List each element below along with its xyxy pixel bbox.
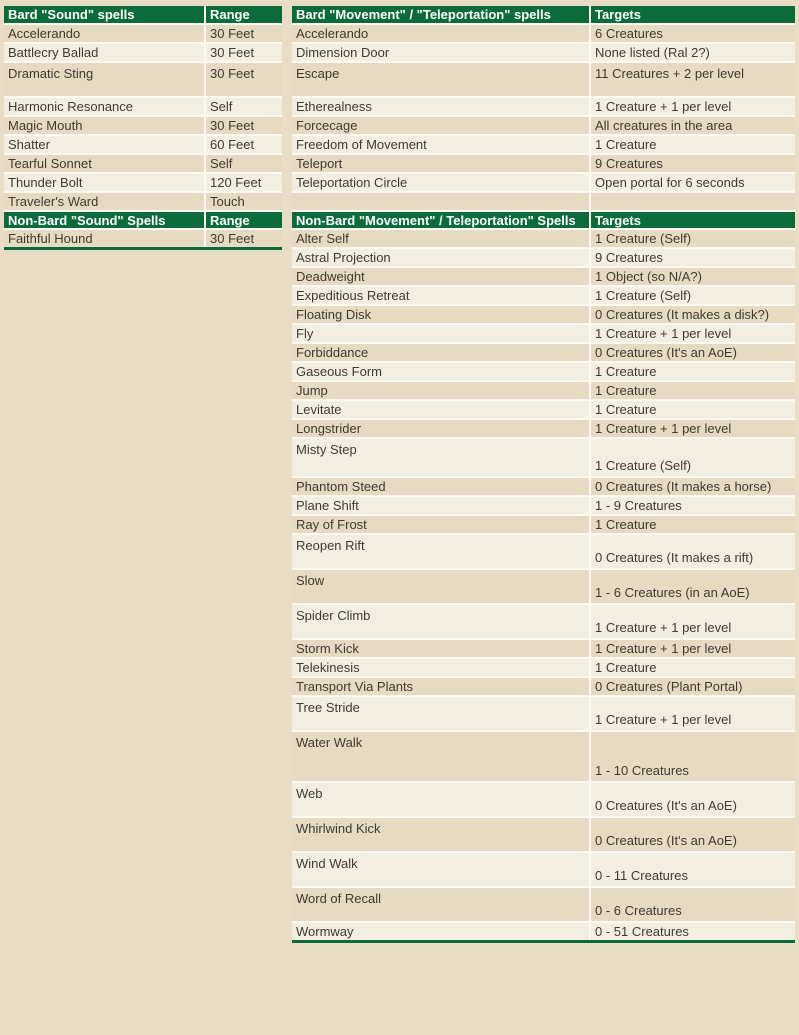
column-header-cell[interactable]: Range xyxy=(205,6,282,24)
spell-name-cell[interactable]: Expeditious Retreat xyxy=(292,286,590,305)
spell-row xyxy=(292,696,795,731)
spell-name-cell[interactable]: Shatter xyxy=(4,135,205,154)
spell-row xyxy=(292,400,795,419)
spell-name-cell[interactable]: Word of Recall xyxy=(292,887,590,922)
spell-value-cell[interactable]: 0 Creatures (It's an AoE) xyxy=(590,343,795,362)
spell-row xyxy=(292,887,795,922)
spell-row xyxy=(4,24,282,43)
spell-row xyxy=(292,286,795,305)
section-header-row xyxy=(292,211,795,229)
empty-cell[interactable] xyxy=(292,192,590,211)
spell-row xyxy=(4,154,282,173)
spell-row xyxy=(292,43,795,62)
spell-name-cell[interactable]: Thunder Bolt xyxy=(4,173,205,192)
spell-row xyxy=(4,192,282,211)
section-title-cell[interactable]: Bard "Movement" / "Teleportation" spells xyxy=(292,6,590,24)
spell-row xyxy=(292,658,795,677)
spell-value-cell[interactable]: 1 Creature xyxy=(590,381,795,400)
spell-name-cell[interactable]: Gaseous Form xyxy=(292,362,590,381)
spell-name-cell[interactable]: Storm Kick xyxy=(292,639,590,658)
spell-name-cell[interactable]: Alter Self xyxy=(292,229,590,248)
spell-name-cell[interactable]: Wormway xyxy=(292,922,590,941)
spell-row xyxy=(292,248,795,267)
spell-name-cell[interactable]: Web xyxy=(292,782,590,817)
spell-row xyxy=(292,381,795,400)
spell-row xyxy=(292,229,795,248)
spell-name-cell[interactable]: Teleport xyxy=(292,154,590,173)
spell-value-cell[interactable]: 1 - 10 Creatures xyxy=(590,731,795,782)
spell-name-cell[interactable]: Slow xyxy=(292,569,590,604)
spell-name-cell[interactable]: Ray of Frost xyxy=(292,515,590,534)
spell-name-cell[interactable]: Telekinesis xyxy=(292,658,590,677)
spell-name-cell[interactable]: Transport Via Plants xyxy=(292,677,590,696)
spell-value-cell[interactable]: 1 Creature xyxy=(590,135,795,154)
spell-row xyxy=(292,677,795,696)
section-header-row xyxy=(4,211,282,229)
spell-row xyxy=(292,135,795,154)
spell-name-cell[interactable]: Traveler's Ward xyxy=(4,192,205,211)
spell-value-cell[interactable]: 0 Creatures (It makes a rift) xyxy=(590,534,795,569)
spell-row xyxy=(292,116,795,135)
spell-name-cell[interactable]: Accelerando xyxy=(4,24,205,43)
spell-name-cell[interactable]: Levitate xyxy=(292,400,590,419)
column-header-cell[interactable]: Targets xyxy=(590,6,795,24)
spell-name-cell[interactable]: Teleportation Circle xyxy=(292,173,590,192)
spell-value-cell[interactable]: 1 Creature + 1 per level xyxy=(590,696,795,731)
spell-name-cell[interactable]: Dramatic Sting xyxy=(4,62,205,97)
spell-value-cell[interactable]: Self xyxy=(205,154,282,173)
spell-name-cell[interactable]: Forcecage xyxy=(292,116,590,135)
spell-value-cell[interactable]: 0 Creatures (It makes a disk?) xyxy=(590,305,795,324)
spell-value-cell[interactable]: Self xyxy=(205,97,282,116)
spell-value-cell[interactable]: 0 Creatures (It makes a horse) xyxy=(590,477,795,496)
spell-name-cell[interactable]: Plane Shift xyxy=(292,496,590,515)
spell-row xyxy=(292,438,795,477)
spell-name-cell[interactable]: Floating Disk xyxy=(292,305,590,324)
spell-name-cell[interactable]: Forbiddance xyxy=(292,343,590,362)
spell-name-cell[interactable]: Magic Mouth xyxy=(4,116,205,135)
spell-name-cell[interactable]: Phantom Steed xyxy=(292,477,590,496)
spell-row xyxy=(292,569,795,604)
spell-row xyxy=(292,852,795,887)
spell-value-cell[interactable]: Touch xyxy=(205,192,282,211)
spell-name-cell[interactable]: Misty Step xyxy=(292,438,590,477)
movement-spells-column xyxy=(292,6,795,943)
spell-row xyxy=(292,731,795,782)
spell-value-cell[interactable]: 1 Creature + 1 per level xyxy=(590,419,795,438)
spell-value-cell[interactable]: 30 Feet xyxy=(205,43,282,62)
spell-name-cell[interactable]: Longstrider xyxy=(292,419,590,438)
spell-name-cell[interactable]: Escape xyxy=(292,62,590,97)
spell-row xyxy=(292,604,795,639)
spell-value-cell[interactable]: 1 Creature + 1 per level xyxy=(590,604,795,639)
spell-value-cell[interactable]: 1 Creature (Self) xyxy=(590,286,795,305)
movement-teleportation-spells-table xyxy=(292,6,795,943)
spell-value-cell[interactable]: 9 Creatures xyxy=(590,248,795,267)
section-title-cell[interactable]: Non-Bard "Movement" / Teleportation" Spells xyxy=(292,211,590,229)
spell-value-cell[interactable]: 1 - 9 Creatures xyxy=(590,496,795,515)
spell-row xyxy=(292,817,795,852)
spell-name-cell[interactable]: Astral Projection xyxy=(292,248,590,267)
spell-value-cell[interactable]: 1 Creature + 1 per level xyxy=(590,639,795,658)
spell-name-cell[interactable]: Freedom of Movement xyxy=(292,135,590,154)
spell-value-cell[interactable]: 0 - 6 Creatures xyxy=(590,887,795,922)
column-header-cell[interactable]: Range xyxy=(205,211,282,229)
spell-row xyxy=(292,477,795,496)
spell-value-cell[interactable]: 30 Feet xyxy=(205,116,282,135)
spell-row xyxy=(4,229,282,248)
spell-row xyxy=(292,496,795,515)
spell-value-cell[interactable]: 1 Creature (Self) xyxy=(590,229,795,248)
section-header-row xyxy=(292,6,795,24)
spell-value-cell[interactable]: 11 Creatures + 2 per level xyxy=(590,62,795,97)
sound-spells-column xyxy=(4,6,282,250)
spell-row xyxy=(292,343,795,362)
spell-value-cell[interactable]: 30 Feet xyxy=(205,62,282,97)
spell-row xyxy=(292,173,795,192)
spell-name-cell[interactable]: Wind Walk xyxy=(292,852,590,887)
spell-name-cell[interactable]: Battlecry Ballad xyxy=(4,43,205,62)
spell-name-cell[interactable]: Fly xyxy=(292,324,590,343)
spell-name-cell[interactable]: Whirlwind Kick xyxy=(292,817,590,852)
spell-name-cell[interactable]: Reopen Rift xyxy=(292,534,590,569)
spell-value-cell[interactable]: 0 Creatures (It's an AoE) xyxy=(590,817,795,852)
spell-value-cell[interactable]: 1 Creature xyxy=(590,362,795,381)
spell-name-cell[interactable]: Water Walk xyxy=(292,731,590,782)
spell-row xyxy=(292,419,795,438)
spell-value-cell[interactable]: None listed (Ral 2?) xyxy=(590,43,795,62)
section-title-cell[interactable]: Bard "Sound" spells xyxy=(4,6,205,24)
spell-row xyxy=(292,97,795,116)
spell-name-cell[interactable]: Accelerando xyxy=(292,24,590,43)
spell-row xyxy=(292,362,795,381)
spell-name-cell[interactable]: Deadweight xyxy=(292,267,590,286)
spell-value-cell[interactable]: 1 Creature xyxy=(590,400,795,419)
spell-row xyxy=(4,173,282,192)
spell-name-cell[interactable]: Dimension Door xyxy=(292,43,590,62)
spell-row xyxy=(292,24,795,43)
section-header-row xyxy=(4,6,282,24)
spell-value-cell[interactable]: 0 - 51 Creatures xyxy=(590,922,795,941)
empty-cell[interactable] xyxy=(590,192,795,211)
spell-row xyxy=(4,43,282,62)
spacer-row xyxy=(292,192,795,211)
spell-value-cell[interactable]: 1 Creature (Self) xyxy=(590,438,795,477)
section-title-cell[interactable]: Non-Bard "Sound" Spells xyxy=(4,211,205,229)
spell-value-cell[interactable]: 120 Feet xyxy=(205,173,282,192)
spell-name-cell[interactable]: Tree Stride xyxy=(292,696,590,731)
spell-row xyxy=(292,154,795,173)
spell-name-cell[interactable]: Harmonic Resonance xyxy=(4,97,205,116)
spell-value-cell[interactable]: 1 Creature + 1 per level xyxy=(590,324,795,343)
spell-value-cell[interactable]: 9 Creatures xyxy=(590,154,795,173)
spell-row xyxy=(4,135,282,154)
spell-row xyxy=(292,922,795,941)
spell-row xyxy=(4,97,282,116)
spell-value-cell[interactable]: 1 - 6 Creatures (in an AoE) xyxy=(590,569,795,604)
spell-value-cell[interactable]: 0 Creatures (Plant Portal) xyxy=(590,677,795,696)
sound-spells-tbody xyxy=(4,6,282,248)
spell-name-cell[interactable]: Spider Climb xyxy=(292,604,590,639)
spell-value-cell[interactable]: 1 Creature xyxy=(590,515,795,534)
spell-value-cell[interactable]: All creatures in the area xyxy=(590,116,795,135)
spell-row xyxy=(292,782,795,817)
spell-row xyxy=(292,639,795,658)
spell-row xyxy=(292,305,795,324)
spell-row xyxy=(292,62,795,97)
spell-value-cell[interactable]: 0 Creatures (It's an AoE) xyxy=(590,782,795,817)
spell-value-cell[interactable]: 6 Creatures xyxy=(590,24,795,43)
spell-name-cell[interactable]: Jump xyxy=(292,381,590,400)
spell-name-cell[interactable]: Faithful Hound xyxy=(4,229,205,248)
spell-name-cell[interactable]: Etherealness xyxy=(292,97,590,116)
movement-spells-tbody xyxy=(292,6,795,941)
column-header-cell[interactable]: Targets xyxy=(590,211,795,229)
spell-row xyxy=(292,267,795,286)
spell-row xyxy=(292,515,795,534)
spell-value-cell[interactable]: 30 Feet xyxy=(205,24,282,43)
spell-value-cell[interactable]: 30 Feet xyxy=(205,229,282,248)
sound-spells-table xyxy=(4,6,282,250)
spell-value-cell[interactable]: 60 Feet xyxy=(205,135,282,154)
spell-value-cell[interactable]: Open portal for 6 seconds xyxy=(590,173,795,192)
spell-row xyxy=(4,116,282,135)
spell-row xyxy=(292,534,795,569)
spell-value-cell[interactable]: 1 Object (so N/A?) xyxy=(590,267,795,286)
spell-value-cell[interactable]: 1 Creature xyxy=(590,658,795,677)
spell-row xyxy=(292,324,795,343)
spell-name-cell[interactable]: Tearful Sonnet xyxy=(4,154,205,173)
spell-row xyxy=(4,62,282,97)
spell-value-cell[interactable]: 0 - 11 Creatures xyxy=(590,852,795,887)
spell-value-cell[interactable]: 1 Creature + 1 per level xyxy=(590,97,795,116)
